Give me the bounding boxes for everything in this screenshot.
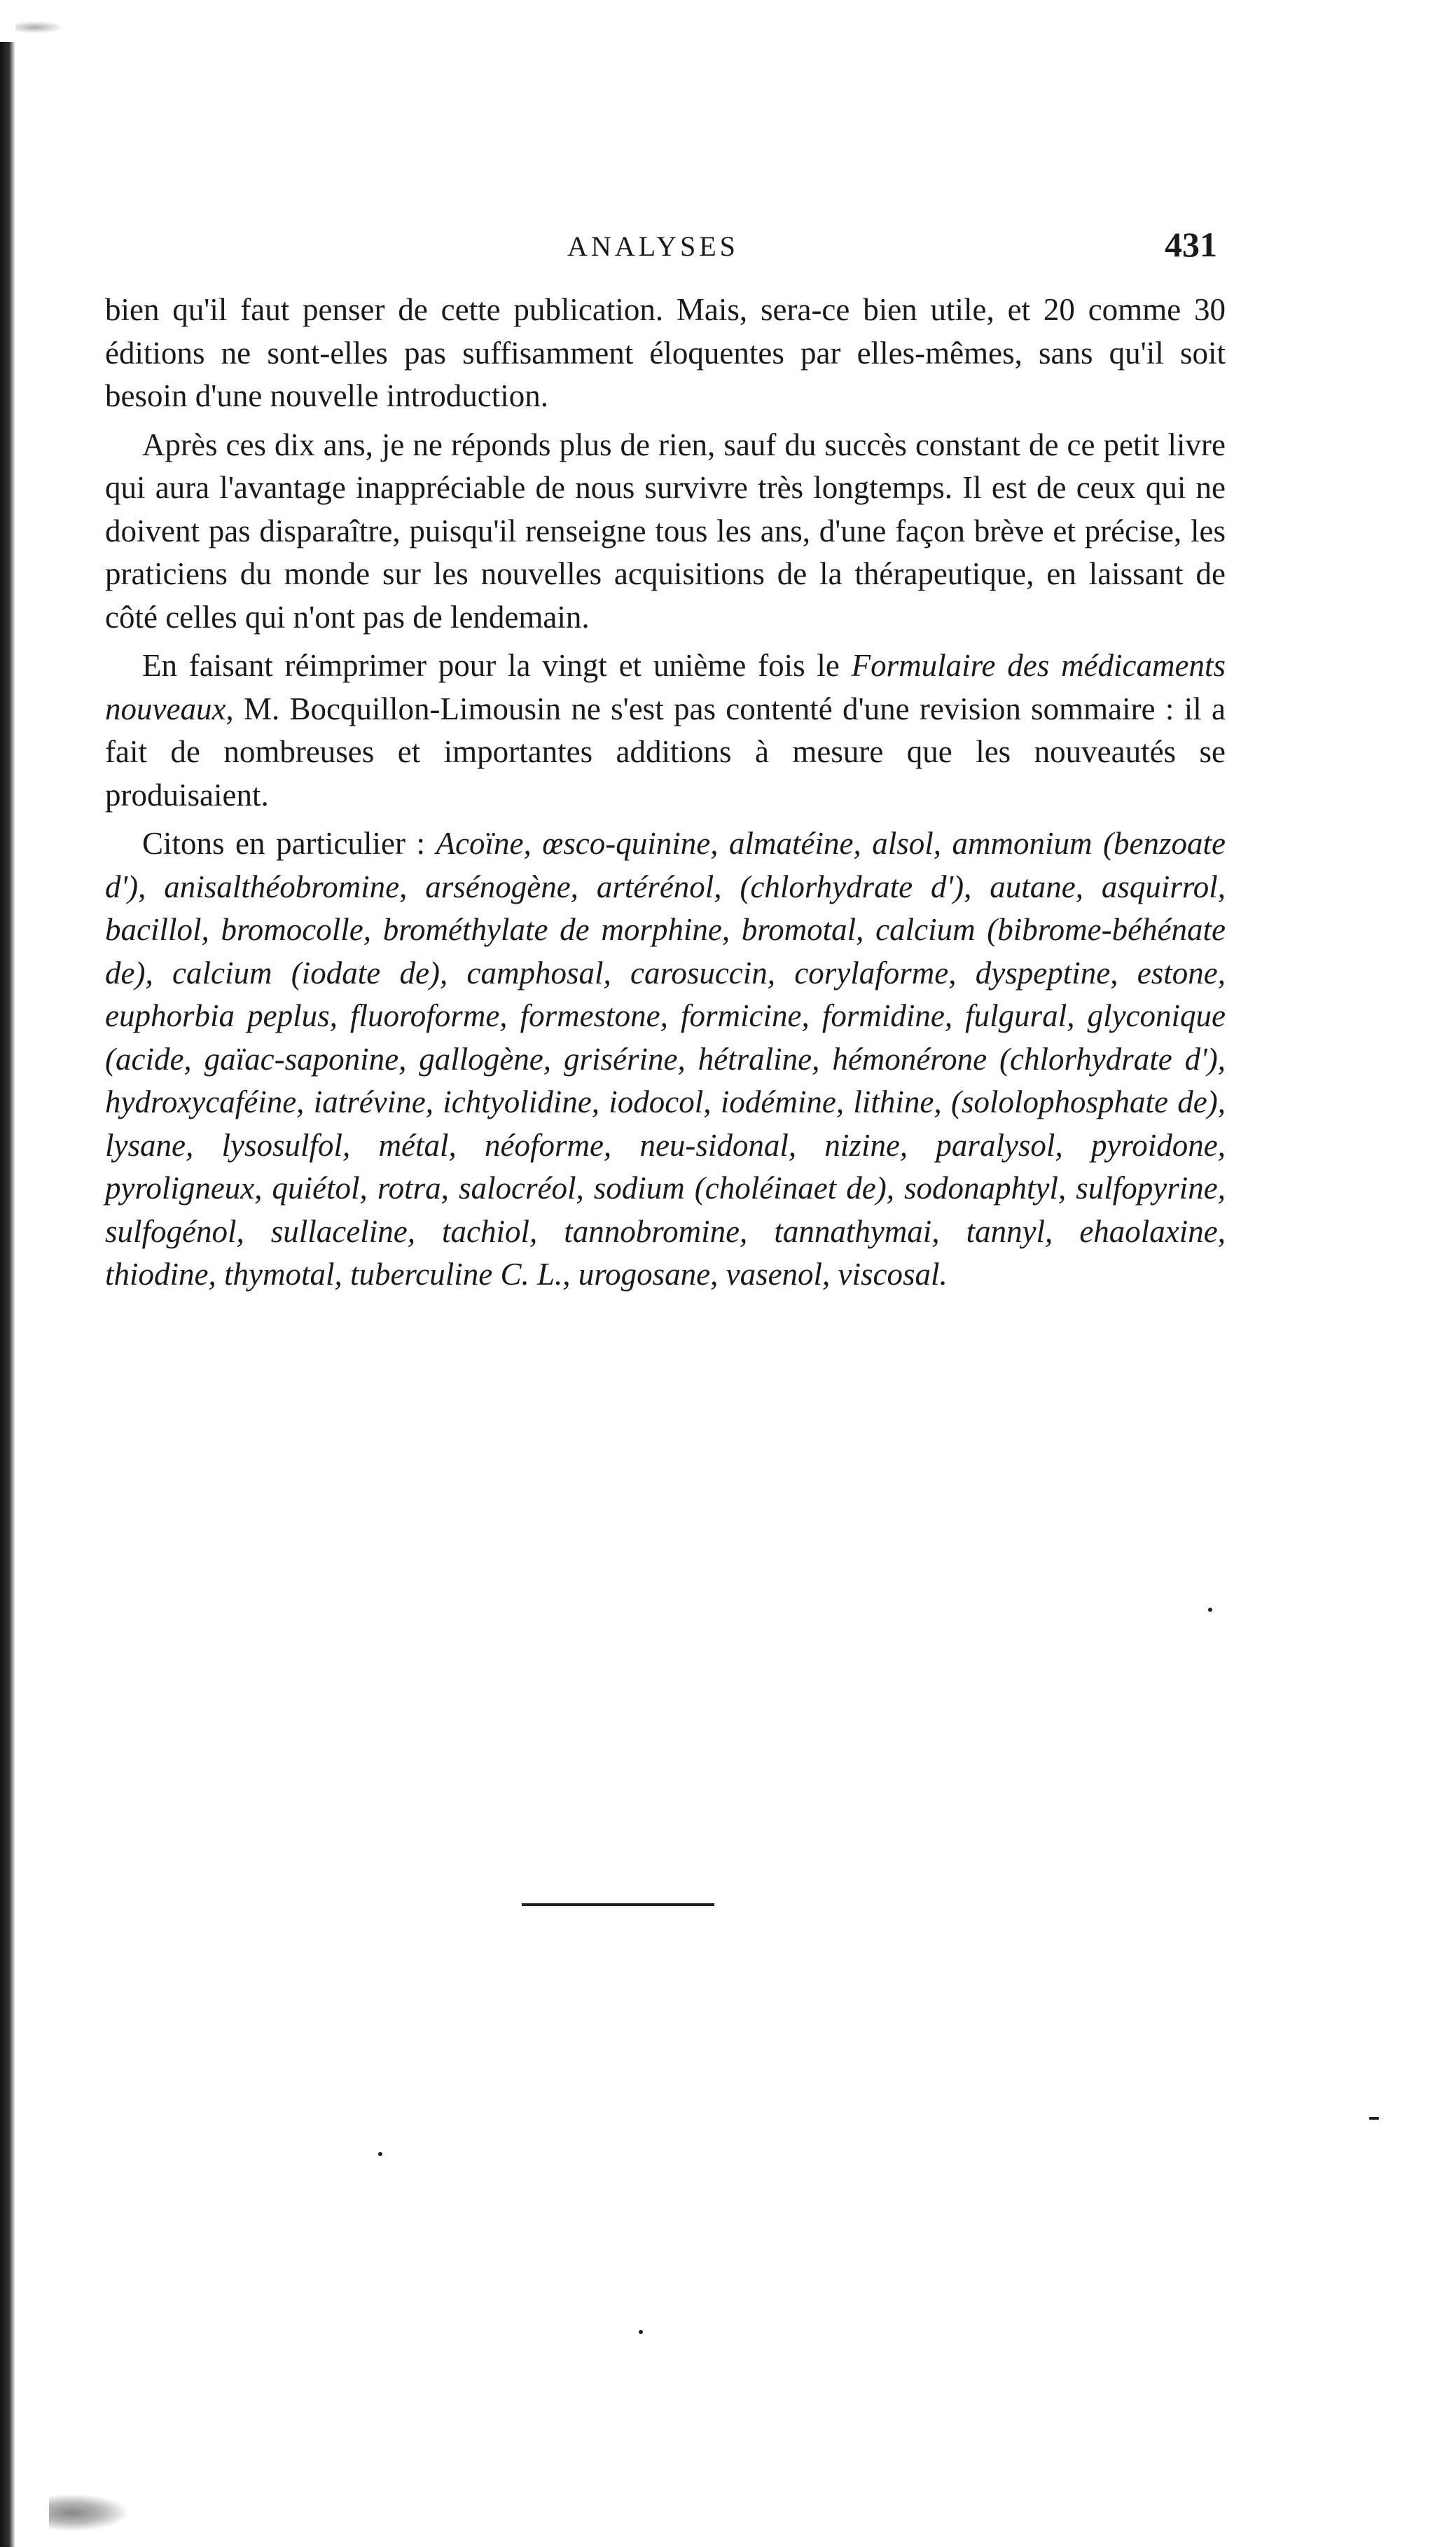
medication-list-italic: Acoïne, œsco-quinine, almatéine, alsol, ammonium (benzoate d'), anisalthéobromine, arsénogène, artérénol, (chlorhydrate d'), autane, asquirrol, bacillol, bromocolle, brométhylate de morphine, bromotal, calcium (bibrome-béhénate de), calcium (iodate de), camphosal, carosuccin, corylaforme, dyspeptine, estone, euphorbia peplus, fluoroforme, formestone, formicine, formidine, fulgural, glyconique (acide, gaïac-saponine, gallogène, grisérine, hétraline, hémonérone (chlorhydrate d'), hydroxycaféine, iatrévine, ichtyolidine, iodocol, iodémine, lithine, (sololophosphate de), lysane, lysosulfol, métal, néoforme, neu-sidonal, nizine, paralysol, pyroidone, pyroligneux, quiétol, rotra, salocréol, sodium (choléinaet de), sodonaphtyl, sulfopyrine, sulfogénol, sullaceline, tachiol, tannobromine, tannathymai, tannyl, ehaolaxine, thiodine, thymotal, tuberculine C. L., urogosane, vasenol, viscosal. xyxy=(105,826,1226,1292)
body-text xyxy=(105,289,1226,1297)
speck-bottom-center xyxy=(639,2330,643,2334)
running-title: ANALYSES xyxy=(567,230,739,262)
scan-smudge-top xyxy=(15,21,64,34)
scan-smudge-bottom-left xyxy=(49,2495,126,2530)
paragraph-3-rest: M. Bocquillon-Limousin ne s'est pas contenté d'une revision sommaire : il a fait de nombreuses et importantes additions à mesure que les nouveautés se produisaient. xyxy=(105,691,1226,813)
paragraph-2: Après ces dix ans, je ne réponds plus de rien, sauf du succès constant de ce petit livre qui aura l'avantage inappréciable de nous survivre très longtemps. Il est de ceux qui ne doivent pas disparaître, puisqu'il renseigne tous les ans, d'une façon brève et précise, les praticiens du monde sur les nouvelles acquisitions de la thérapeutique, en laissant de côté celles qui n'ont pas de lendemain. xyxy=(105,427,1226,635)
book-binding-shadow xyxy=(0,42,15,2547)
paragraph-3-lead: En faisant réimprimer pour la vingt et unième fois le xyxy=(142,648,852,683)
end-rule xyxy=(522,1903,714,1906)
speck-right-edge xyxy=(1369,2117,1379,2120)
paragraph-4-lead: Citons en particulier : xyxy=(142,826,436,861)
speck-right-margin xyxy=(1208,1608,1212,1612)
page-number: 431 xyxy=(1165,225,1217,264)
book-title-italic: Formulaire des médicaments nouveaux, xyxy=(105,648,1226,726)
speck-lower-left xyxy=(378,2152,382,2156)
paragraph-3 xyxy=(105,644,1226,817)
paragraph-4 xyxy=(105,822,1226,1297)
running-header xyxy=(105,224,1226,266)
paragraph-1: bien qu'il faut penser de cette publication. Mais, sera-ce bien utile, et 20 comme 30 éditions ne sont-elles pas suffisamment éloquentes par elles-mêmes, sans qu'il soit besoin d'une nouvelle introduction. xyxy=(105,292,1226,413)
